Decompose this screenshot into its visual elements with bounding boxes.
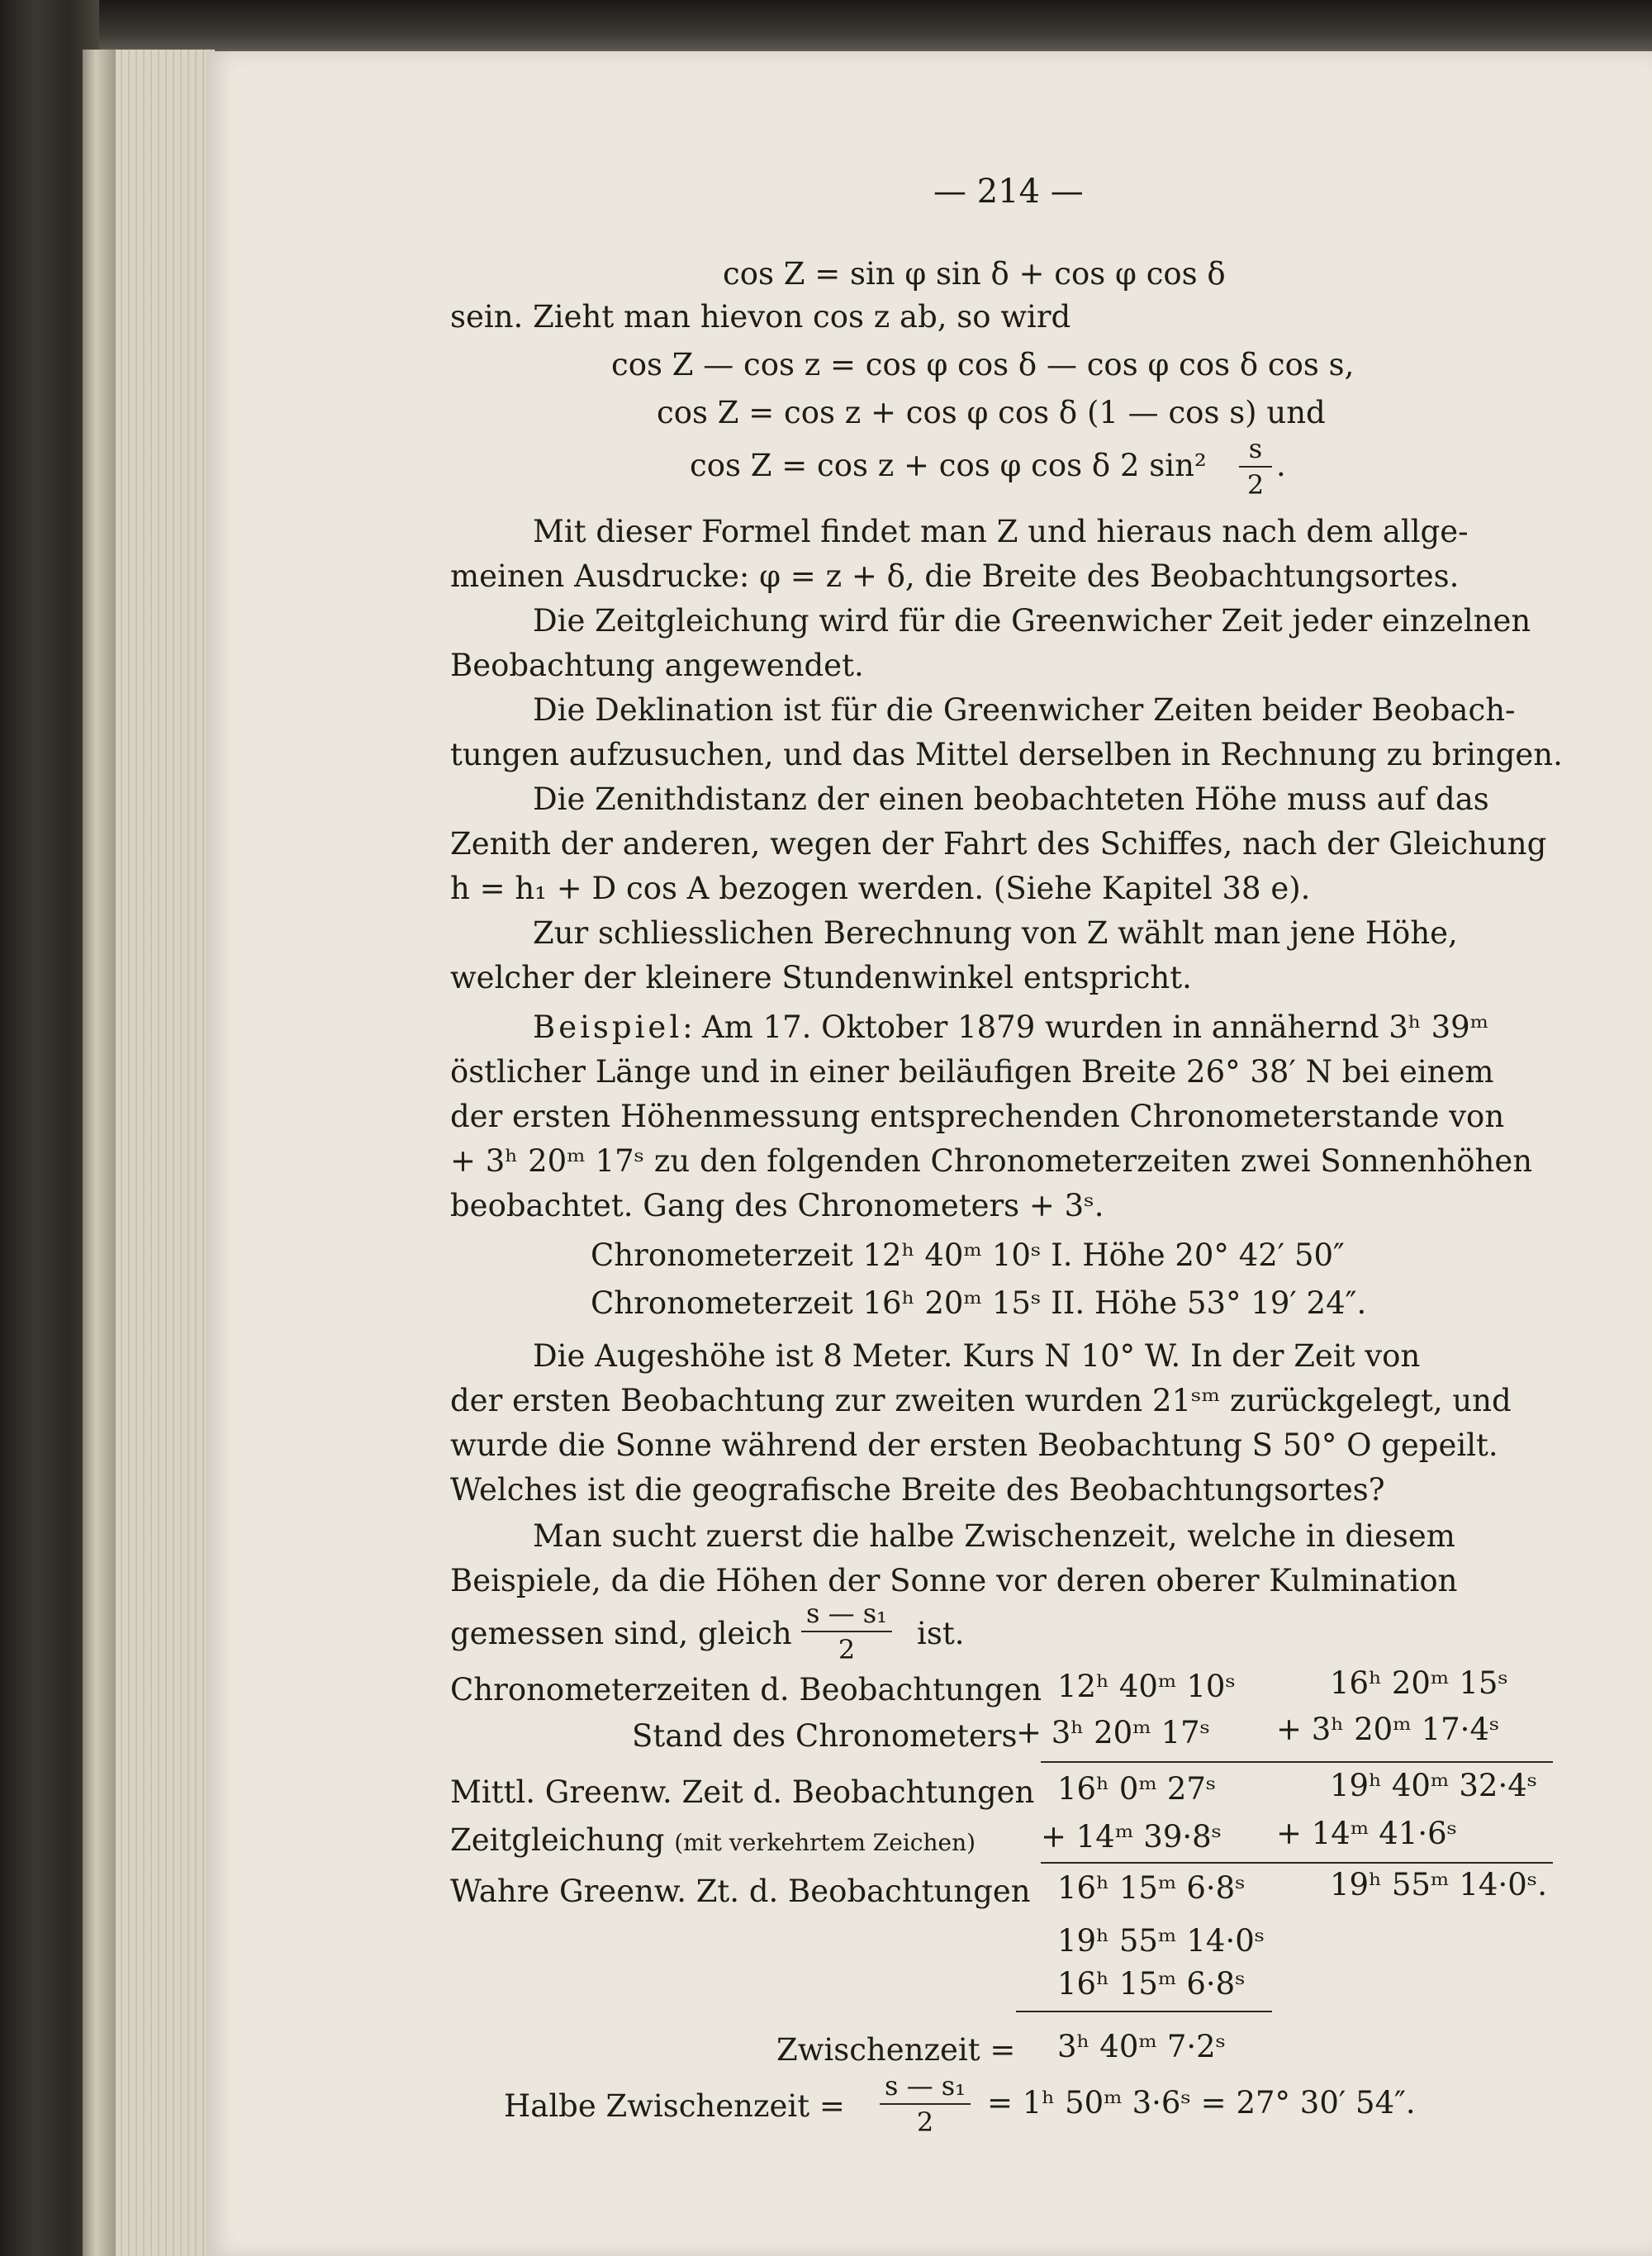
table-rule: [1041, 1761, 1553, 1763]
table-cell: 19ʰ 40ᵐ 32·4ˢ: [1330, 1768, 1538, 1803]
table-cell: 16ʰ 0ᵐ 27ˢ: [1057, 1771, 1217, 1807]
fraction-bar: [880, 2103, 971, 2105]
table-rule: [1041, 1862, 1553, 1864]
fraction-numerator: s: [1248, 433, 1263, 464]
fraction-denominator: 2: [1246, 469, 1265, 501]
table-row-label: Chronometerzeiten d. Beobachtungen: [450, 1672, 1042, 1707]
text-line: welcher der kleinere Stundenwinkel entspricht.: [450, 960, 1192, 995]
text-line: meinen Ausdrucke: φ = z + δ, die Breite des Beobachtungsortes.: [450, 558, 1460, 594]
zwischenzeit-label: Zwischenzeit =: [776, 2032, 1016, 2068]
book-page: [206, 51, 1652, 2256]
text-line: ist.: [917, 1616, 965, 1651]
text-line: wurde die Sonne während der ersten Beobachtung S 50° O gepeilt.: [450, 1427, 1498, 1463]
table-cell: 12ʰ 40ᵐ 10ˢ: [1057, 1669, 1236, 1704]
table-row-label: Stand des Chronometers: [632, 1718, 1018, 1754]
text-line: sein. Zieht man hievon cos z ab, so wird: [450, 299, 1071, 335]
text-line: Man sucht zuerst die halbe Zwischenzeit, welche in diesem: [533, 1518, 1455, 1554]
formula-4-fraction: [1239, 433, 1272, 501]
zeitgleichung-label: Zeitgleichung: [450, 1822, 665, 1858]
text-line: Beobachtung angewendet.: [450, 648, 864, 683]
text-line: der ersten Beobachtung zur zweiten wurden 21ˢᵐ zurückgelegt, und: [450, 1383, 1512, 1418]
zwischenzeit-value: 3ʰ 40ᵐ 7·2ˢ: [1057, 2029, 1227, 2064]
text-line: Mit dieser Formel findet man Z und hieraus nach dem allge-: [533, 514, 1469, 549]
formula-3: cos Z = cos z + cos φ cos δ (1 — cos s) und: [657, 395, 1326, 430]
table-cell: + 3ʰ 20ᵐ 17ˢ: [1016, 1715, 1211, 1750]
table-cell: + 14ᵐ 41·6ˢ: [1276, 1816, 1458, 1851]
text-line: Zur schliesslichen Berechnung von Z wählt man jene Höhe,: [533, 915, 1458, 951]
halbe-zwischenzeit-value: = 1ʰ 50ᵐ 3·6ˢ = 27° 30′ 54″.: [987, 2085, 1416, 2121]
text-line: Die Deklination ist für die Greenwicher Zeiten beider Beobach-: [533, 692, 1516, 728]
chrono-line: Chronometerzeit 16ʰ 20ᵐ 15ˢ II. Höhe 53° 19′ 24″.: [591, 1285, 1367, 1321]
halbe-zwischenzeit-label: Halbe Zwischenzeit =: [504, 2088, 845, 2124]
fraction-numerator: s — s₁: [805, 1598, 887, 1629]
cover-edge: [83, 50, 116, 2256]
example-line: östlicher Länge und in einer beiläufigen Breite 26° 38′ N bei einem: [450, 1054, 1494, 1090]
formula-2: cos Z — cos z = cos φ cos δ — cos φ cos δ cos s,: [611, 347, 1355, 382]
text-line: tungen aufzusuchen, und das Mittel derselben in Rechnung zu bringen.: [450, 737, 1563, 772]
table-row-label: Mittl. Greenw. Zeit d. Beobachtungen: [450, 1774, 1035, 1810]
fraction-bar: [801, 1631, 892, 1632]
table-cell: 19ʰ 55ᵐ 14·0ˢ.: [1330, 1867, 1547, 1902]
subtraction-line: 19ʰ 55ᵐ 14·0ˢ: [1057, 1923, 1265, 1959]
example-line: der ersten Höhenmessung entsprechenden Chronometerstande von: [450, 1099, 1505, 1134]
subtraction-line: 16ʰ 15ᵐ 6·8ˢ: [1057, 1966, 1246, 2002]
example-line: beobachtet. Gang des Chronometers + 3ˢ.: [450, 1188, 1104, 1223]
text-line: Die Zeitgleichung wird für die Greenwicher Zeit jeder einzelnen: [533, 603, 1531, 639]
formula-4: [690, 448, 1207, 484]
fraction-denominator: 2: [916, 2106, 934, 2138]
page-stack-edge: [116, 50, 215, 2256]
text-line: gemessen sind, gleich: [450, 1616, 792, 1651]
text-line: Welches ist die geografische Breite des Beobachtungsortes?: [450, 1472, 1385, 1508]
chrono-line: Chronometerzeit 12ʰ 40ᵐ 10ˢ I. Höhe 20° 42′ 50″: [591, 1237, 1345, 1273]
fraction-numerator: s — s₁: [884, 2070, 966, 2102]
book-top-edge: [50, 0, 1652, 58]
fraction-bar: [1239, 466, 1272, 468]
table-cell: 16ʰ 15ᵐ 6·8ˢ: [1057, 1870, 1246, 1906]
text-line: Die Zenithdistanz der einen beobachteten Höhe muss auf das: [533, 781, 1489, 817]
formula-1: cos Z = sin φ sin δ + cos φ cos δ: [723, 256, 1226, 292]
example-line: + 3ʰ 20ᵐ 17ˢ zu den folgenden Chronometerzeiten zwei Sonnenhöhen: [450, 1143, 1533, 1179]
page-number: — 214 —: [933, 173, 1084, 211]
text-line: Die Augeshöhe ist 8 Meter. Kurs N 10° W. In der Zeit von: [533, 1338, 1421, 1374]
text-line: h = h₁ + D cos A bezogen werden. (Siehe Kapitel 38 e).: [450, 871, 1311, 906]
text-line: Beispiele, da die Höhen der Sonne vor deren oberer Kulmination: [450, 1563, 1458, 1598]
example-label: Beispiel:: [533, 1009, 696, 1045]
table-row-label: Wahre Greenw. Zt. d. Beobachtungen: [450, 1874, 1031, 1909]
text-line: Zenith der anderen, wegen der Fahrt des Schiffes, nach der Gleichung: [450, 826, 1547, 862]
example-line: Am 17. Oktober 1879 wurden in annähernd 3ʰ 39ᵐ: [702, 1009, 1489, 1045]
table-cell: + 14ᵐ 39·8ˢ: [1041, 1819, 1222, 1855]
zeitgleichung-note: (mit verkehrtem Zeichen): [674, 1829, 976, 1856]
table-rule: [1016, 2011, 1272, 2012]
gemessen-fraction: [801, 1598, 892, 1665]
table-cell: + 3ʰ 20ᵐ 17·4ˢ: [1276, 1712, 1500, 1747]
fraction-denominator: 2: [838, 1634, 856, 1665]
formula-4-period: .: [1276, 448, 1286, 483]
table-cell: 16ʰ 20ᵐ 15ˢ: [1330, 1665, 1508, 1701]
formula-4-main: cos Z = cos z + cos φ cos δ 2 sin²: [690, 448, 1207, 483]
halbe-fraction: [880, 2070, 971, 2138]
table-row-label: [450, 1822, 976, 1861]
